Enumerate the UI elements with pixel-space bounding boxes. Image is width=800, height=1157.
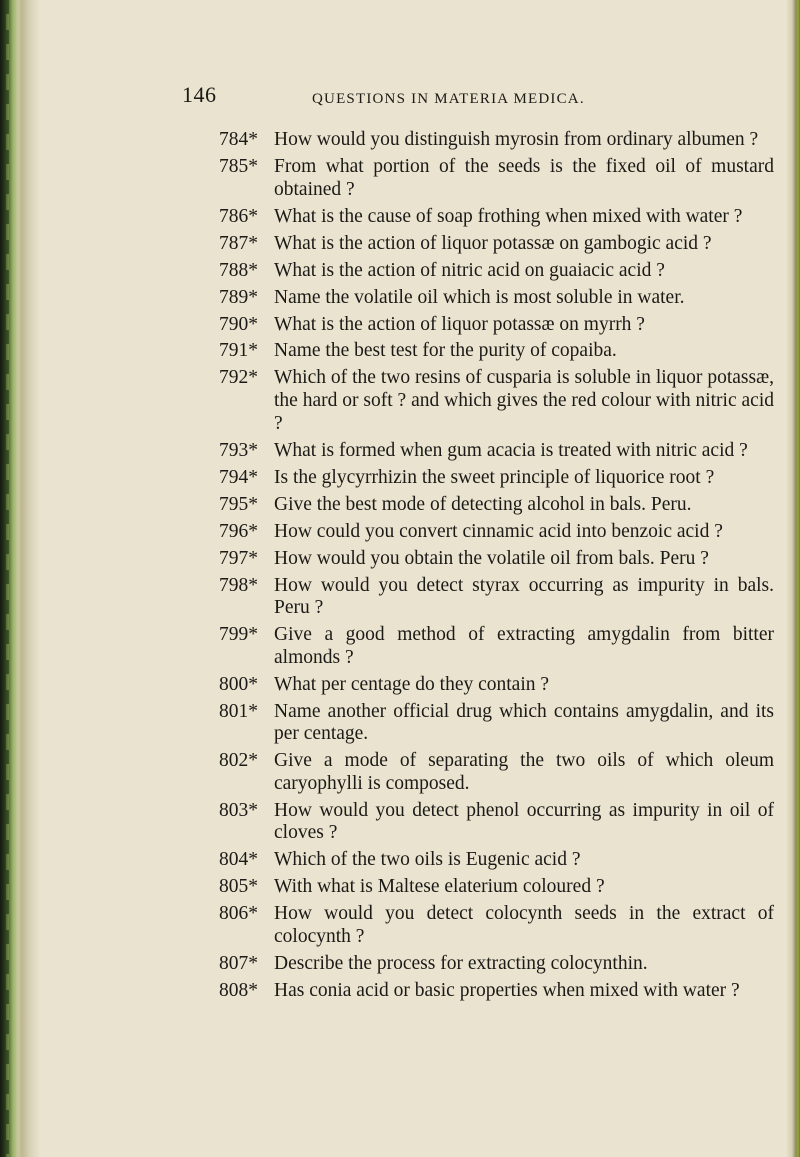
question-number: 806* bbox=[219, 903, 258, 925]
question-text: What is the action of liquor potassæ on myrrh ? bbox=[274, 313, 645, 335]
question-item bbox=[0, 206, 774, 229]
question-item bbox=[0, 953, 774, 976]
question-item bbox=[0, 233, 774, 256]
question-item bbox=[0, 674, 774, 697]
page-number: 146 bbox=[182, 82, 217, 107]
question-text: Name the volatile oil which is most soluble in water. bbox=[274, 286, 685, 308]
question-item bbox=[0, 548, 774, 571]
page-header bbox=[0, 82, 800, 112]
question-text: Give a mode of separating the two oils of which oleum caryophylli is composed. bbox=[274, 750, 774, 794]
question-text: How could you convert cinnamic acid into benzoic acid ? bbox=[274, 520, 723, 542]
question-text: How would you detect phenol occurring as impurity in oil of cloves ? bbox=[274, 799, 774, 844]
question-text: How would you obtain the volatile oil from bals. Peru ? bbox=[274, 547, 709, 569]
question-number: 796* bbox=[219, 520, 258, 542]
question-number: 798* bbox=[219, 574, 258, 596]
question-number: 789* bbox=[219, 286, 258, 308]
question-number: 803* bbox=[219, 799, 258, 821]
question-number: 794* bbox=[219, 466, 258, 488]
question-number: 808* bbox=[219, 979, 258, 1001]
question-text: How would you detect colocynth seeds in the extract of colocynth ? bbox=[274, 903, 774, 947]
question-text: Has conia acid or basic properties when mixed with water ? bbox=[274, 979, 740, 1001]
question-number: 793* bbox=[219, 439, 258, 461]
question-number: 786* bbox=[219, 205, 258, 227]
question-text: Which of the two resins of cusparia is soluble in liquor potassæ, the hard or soft ? and which gives the red colour with nitric acid ? bbox=[274, 367, 774, 434]
question-number: 791* bbox=[219, 340, 258, 362]
question-text: Give a good method of extracting amygdalin from bitter almonds ? bbox=[274, 624, 774, 668]
question-number: 788* bbox=[219, 259, 258, 281]
question-item bbox=[0, 575, 774, 620]
question-item bbox=[0, 521, 774, 544]
running-title: QUESTIONS IN MATERIA MEDICA. bbox=[312, 91, 585, 107]
question-item bbox=[0, 287, 774, 310]
question-number: 802* bbox=[219, 750, 258, 772]
question-item bbox=[0, 340, 774, 363]
question-item bbox=[0, 367, 774, 435]
question-text: Is the glycyrrhizin the sweet principle of liquorice root ? bbox=[274, 466, 715, 488]
question-text: From what portion of the seeds is the fixed oil of mustard obtained ? bbox=[274, 155, 774, 200]
question-item bbox=[0, 494, 774, 517]
question-list bbox=[0, 129, 800, 1007]
question-number: 801* bbox=[219, 700, 258, 722]
question-text: What is the cause of soap frothing when mixed with water ? bbox=[274, 205, 743, 227]
question-item bbox=[0, 849, 774, 872]
question-number: 807* bbox=[219, 952, 258, 974]
question-text: With what is Maltese elaterium coloured ? bbox=[274, 876, 605, 898]
question-text: What per centage do they contain ? bbox=[274, 673, 550, 695]
question-item bbox=[0, 876, 774, 899]
question-text: What is the action of liquor potassæ on gambogic acid ? bbox=[274, 232, 712, 254]
question-number: 787* bbox=[219, 232, 258, 254]
question-item bbox=[0, 701, 774, 746]
question-item bbox=[0, 903, 774, 948]
question-number: 790* bbox=[219, 313, 258, 335]
question-number: 792* bbox=[219, 367, 258, 389]
question-number: 805* bbox=[219, 876, 258, 898]
question-item bbox=[0, 980, 774, 1003]
question-item bbox=[0, 467, 774, 490]
question-number: 800* bbox=[219, 673, 258, 695]
question-text: What is the action of nitric acid on guaiacic acid ? bbox=[274, 259, 665, 281]
question-item bbox=[0, 440, 774, 463]
question-text: How would you detect styrax occurring as impurity in bals. Peru ? bbox=[274, 574, 774, 619]
question-text: Name the best test for the purity of copaiba. bbox=[274, 340, 617, 362]
question-text: Describe the process for extracting colocynthin. bbox=[274, 952, 648, 974]
question-text: Give the best mode of detecting alcohol in bals. Peru. bbox=[274, 493, 692, 515]
question-text: Name another official drug which contains amygdalin, and its per centage. bbox=[274, 700, 774, 745]
question-item bbox=[0, 129, 774, 152]
question-text: How would you distinguish myrosin from ordinary albumen ? bbox=[274, 129, 759, 150]
question-number: 785* bbox=[219, 155, 258, 177]
question-number: 784* bbox=[219, 129, 258, 150]
question-text: Which of the two oils is Eugenic acid ? bbox=[274, 849, 581, 871]
question-item bbox=[0, 156, 774, 201]
question-number: 799* bbox=[219, 624, 258, 646]
question-item bbox=[0, 800, 774, 845]
question-item bbox=[0, 624, 774, 669]
question-item bbox=[0, 260, 774, 283]
question-item bbox=[0, 314, 774, 337]
question-text: What is formed when gum acacia is treated with nitric acid ? bbox=[274, 439, 748, 461]
question-number: 804* bbox=[219, 849, 258, 871]
question-item bbox=[0, 750, 774, 795]
question-number: 795* bbox=[219, 493, 258, 515]
question-number: 797* bbox=[219, 547, 258, 569]
